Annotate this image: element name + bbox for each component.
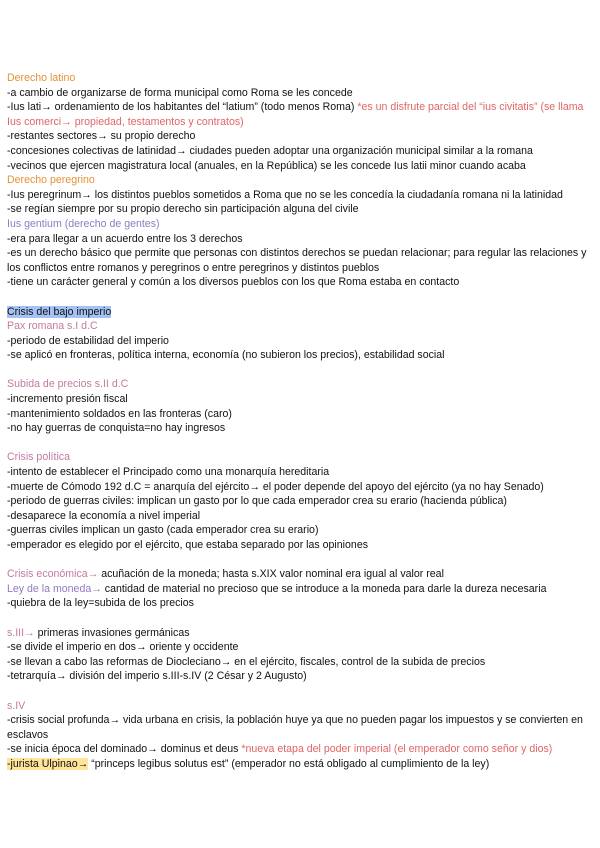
text-line: -intento de establecer el Principado como una monarquía hereditaria — [7, 466, 330, 479]
text-span: “princeps legibus solutus est” (emperador no está obligado al cumplimiento de la ley) — [88, 757, 490, 770]
heading-s-iv: s.IV — [7, 699, 26, 712]
spacer — [7, 684, 589, 699]
highlighted-title: Crisis del bajo imperio — [7, 305, 112, 318]
text-line: -se llevan a cabo las reformas de Diocleciano→ en el ejército, fiscales, control de la subida de precios — [7, 655, 486, 668]
text-line: -restantes sectores→ su propio derecho — [7, 130, 196, 143]
text-line: -vecinos que ejercen magistratura local (anuales, en la República) se les concede Ius latii minor cuando acaba — [7, 159, 526, 172]
text-line: -quiebra de la ley=subida de los precios — [7, 597, 194, 610]
text-line: -se regían siempre por su propio derecho sin participación alguna del civile — [7, 203, 359, 216]
heading-derecho-peregrino: Derecho peregrino — [7, 174, 95, 187]
heading-crisis-bajo-imperio — [7, 305, 589, 320]
text-line — [7, 582, 589, 597]
note-span: *es un disfrute parcial del “ius civitatis” (se llama Ius comerci→ propiedad, testamentos y contratos) — [7, 101, 584, 128]
heading-pax-romana: Pax romana s.I d.C — [7, 320, 98, 333]
text-line: -se divide el imperio en dos→ oriente y occidente — [7, 641, 239, 654]
text-line — [7, 100, 589, 129]
spacer — [7, 363, 589, 378]
text-line: -se aplicó en fronteras, política interna, economía (no subieron los precios), estabilidad social — [7, 349, 445, 362]
text-line: -mantenimiento soldados en las fronteras (caro) — [7, 407, 232, 420]
text-line: -crisis social profunda→ vida urbana en crisis, la población huye ya que no pueden pagar los impuestos y se convierten en esclavos — [7, 714, 583, 741]
text-line: -concesiones colectivas de latinidad→ ciudades pueden adoptar una organización municipal similar a la romana — [7, 144, 533, 157]
text-line: -es un derecho básico que permite que personas con distintos derechos se puedan relacionar; para regular las relaciones y los conflictos entre romanos y peregrinos o entre peregrinos y distintos pueblos — [7, 247, 587, 274]
text-line: -tiene un carácter general y común a los diversos pueblos con los que Roma estaba en contacto — [7, 276, 460, 289]
text-line: -a cambio de organizarse de forma municipal como Roma se les concede — [7, 86, 353, 99]
text-span: -se inicia época del dominado→ dominus et deus — [7, 743, 242, 756]
text-line: -muerte de Cómodo 192 d.C = anarquía del ejército→ el poder depende del apoyo del ejército (ya no hay Senado) — [7, 480, 544, 493]
text-span: acuñación de la moneda; hasta s.XIX valor nominal era igual al valor real — [98, 568, 444, 581]
text-span: cantidad de material no precioso que se introduce a la moneda para darle la dureza necesaria — [101, 582, 547, 595]
heading-derecho-latino: Derecho latino — [7, 72, 76, 84]
text-line: -emperador es elegido por el ejército, que estaba separado por las opiniones — [7, 539, 369, 551]
text-line: -incremento presión fiscal — [7, 393, 128, 406]
spacer — [7, 553, 589, 568]
heading-subida-precios: Subida de precios s.II d.C — [7, 378, 129, 391]
text-line — [7, 626, 589, 641]
text-line — [7, 567, 589, 582]
heading-crisis-politica: Crisis política — [7, 451, 70, 464]
heading-ley-moneda: Ley de la moneda→ — [7, 582, 102, 595]
highlighted-jurista: -jurista Ulpinao→ — [7, 757, 89, 770]
spacer — [7, 290, 589, 305]
text-line: -guerras civiles implican un gasto (cada emperador crea su erario) — [7, 524, 319, 537]
text-line: -periodo de estabilidad del imperio — [7, 334, 169, 347]
heading-crisis-economica: Crisis económica→ — [7, 568, 99, 581]
text-line — [7, 742, 589, 757]
heading-ius-gentium: Ius gentium (derecho de gentes) — [7, 217, 160, 230]
document-page — [7, 71, 589, 772]
text-line — [7, 757, 589, 772]
text-span: -Ius lati→ ordenamiento de los habitantes del “latium” (todo menos Roma) — [7, 101, 358, 114]
spacer — [7, 436, 589, 451]
text-line: -tetrarquía→ división del imperio s.III-s.IV (2 César y 2 Augusto) — [7, 670, 307, 683]
heading-s-iii: s.III→ — [7, 626, 35, 639]
text-line: -no hay guerras de conquista=no hay ingresos — [7, 422, 226, 435]
note-span: *nueva etapa del poder imperial (el emperador como señor y dios) — [241, 743, 553, 756]
spacer — [7, 611, 589, 626]
text-line: -era para llegar a un acuerdo entre los 3 derechos — [7, 232, 243, 245]
text-line: -Ius peregrinum→ los distintos pueblos sometidos a Roma que no se les concedía la ciudadanía romana ni la latinidad — [7, 188, 563, 201]
text-span: primeras invasiones germánicas — [34, 626, 190, 639]
text-line: -desaparece la economía a nivel imperial — [7, 509, 201, 522]
text-line: -periodo de guerras civiles: implican un gasto por lo que cada emperador crea su erario (hacienda pública) — [7, 495, 507, 508]
